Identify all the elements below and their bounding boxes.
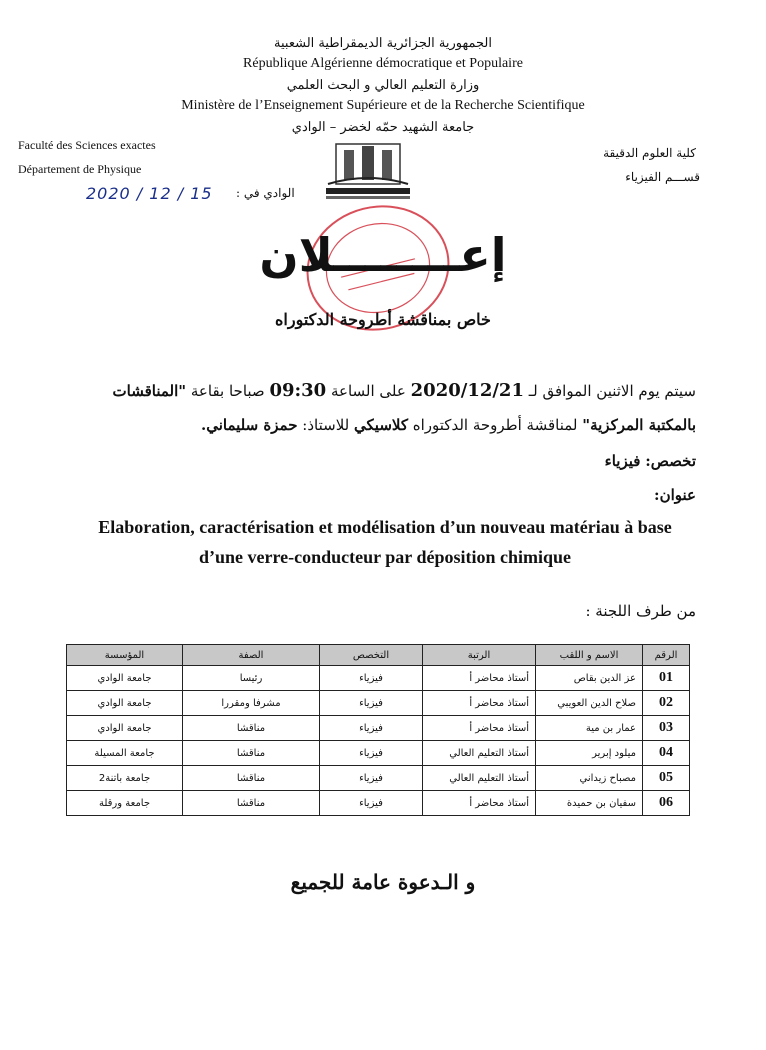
table-row: 02 صلاح الدين العويبي أستاذ محاضر أ فيزياء مشرفا ومقررا جامعة الوادي — [67, 691, 690, 716]
faculty-fr: Faculté des Sciences exactes — [18, 138, 156, 152]
thesis-title — [40, 512, 730, 572]
header-role: الصفة — [183, 645, 320, 666]
specialty-value: فيزياء — [604, 452, 641, 470]
department-ar: قســـم الفيزياء — [625, 170, 700, 184]
specialty-line: تخصص: فيزياء — [604, 452, 696, 470]
university-ar: جامعة الشهيد حمّه لخضر – الوادي — [291, 120, 475, 135]
defense-date: 2020/12/21 — [410, 380, 524, 401]
table-row: 04 ميلود إبرير أستاذ التعليم العالي فيزياء مناقشا جامعة المسيلة — [67, 741, 690, 766]
table-row: 06 سفيان بن حميدة أستاذ محاضر أ فيزياء مناقشا جامعة ورقلة — [67, 791, 690, 816]
announcement-title: إعــــــــلان — [259, 228, 507, 282]
jury-table — [66, 644, 690, 816]
republic-fr: République Algérienne démocratique et Populaire — [243, 56, 523, 71]
thesis-title-line-1: Elaboration, caractérisation et modélisation d’un nouveau matériau à base — [98, 517, 672, 537]
announcement-line-1: سيتم يوم الاثنين الموافق لـ 2020/12/21 على الساعة 09:30 صباحا بقاعة "المناقشات — [112, 380, 696, 401]
republic-ar: الجمهورية الجزائرية الديمقراطية الشعبية — [274, 36, 492, 51]
department-fr: Département de Physique — [18, 162, 142, 176]
thesis-title-line-2: d’une verre-conducteur par déposition chimique — [198, 547, 571, 567]
defense-type: كلاسيكي — [354, 416, 408, 434]
handwritten-date: 2020 / 12 / 15 — [86, 184, 213, 203]
ministry-ar: وزارة التعليم العالي و البحث العلمي — [286, 78, 480, 93]
header-number: الرقم — [643, 645, 690, 666]
faculty-ar: كلية العلوم الدقيقة — [603, 146, 696, 160]
university-logo-icon — [318, 136, 418, 206]
ministry-fr: Ministère de l’Enseignement Supérieure et de la Recherche Scientifique — [181, 98, 585, 113]
announcement-line-2: بالمكتبة المركزية" لمناقشة أطروحة الدكتوراه كلاسيكي للاستاذ: حمزة سليماني. — [201, 416, 696, 434]
table-row: 01 عز الدين بقاص أستاذ محاضر أ فيزياء رئيسا جامعة الوادي — [67, 666, 690, 691]
header-name: الاسم و اللقب — [536, 645, 643, 666]
defense-time: 09:30 — [269, 380, 327, 401]
header-rank: الرتبة — [423, 645, 536, 666]
committee-label: من طرف اللجنة : — [585, 602, 696, 620]
candidate-name: حمزة سليماني. — [201, 416, 298, 434]
header-institution: المؤسسة — [67, 645, 183, 666]
header-specialty: التخصص — [320, 645, 423, 666]
table-row: 03 عمار بن مية أستاذ محاضر أ فيزياء مناقشا جامعة الوادي — [67, 716, 690, 741]
table-row: 05 مصباح زيداني أستاذ التعليم العالي فيزياء مناقشا جامعة باتنة2 — [67, 766, 690, 791]
place-date-label: الوادي في : — [236, 186, 295, 200]
public-invitation: و الـدعوة عامة للجميع — [290, 870, 476, 894]
jury-table-header — [67, 645, 690, 666]
announcement-subtitle: خاص بمناقشة أطروحة الدكتوراه — [275, 310, 491, 329]
thesis-title-label: عنوان: — [654, 486, 696, 504]
